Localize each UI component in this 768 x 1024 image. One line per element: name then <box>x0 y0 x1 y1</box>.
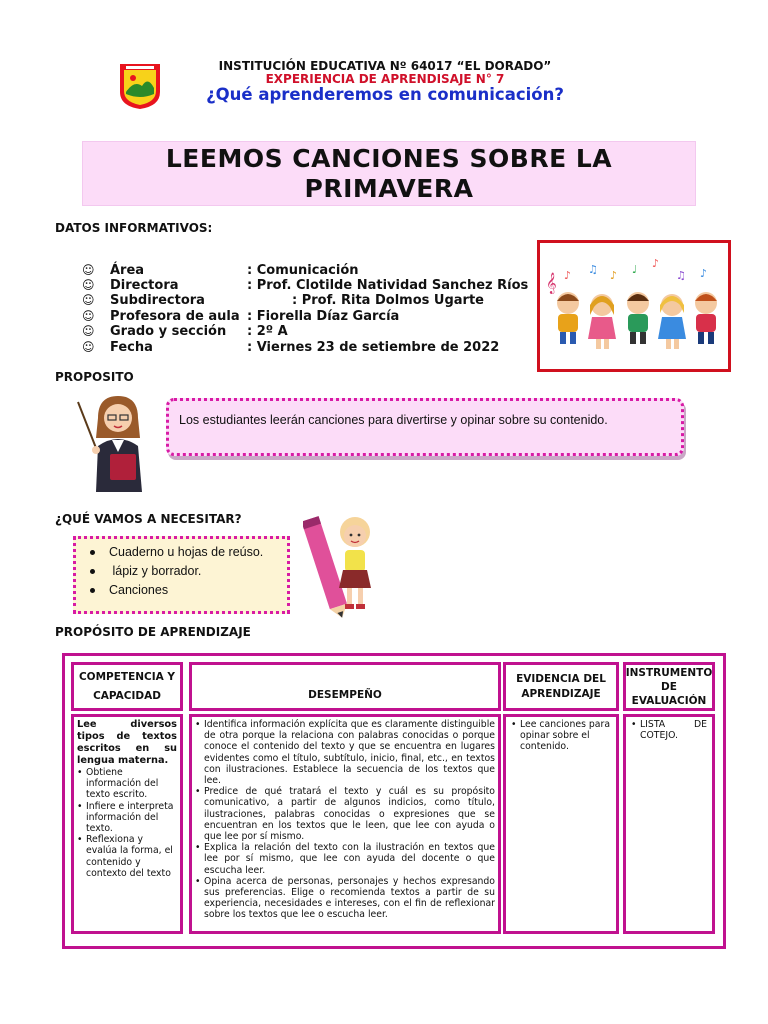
header-label: DESEMPEÑO <box>308 689 382 701</box>
necesitar-heading: ¿QUÉ VAMOS A NECESITAR? <box>55 512 242 526</box>
experience-title: EXPERIENCIA DE APRENDISAJE N° 7 <box>265 72 505 86</box>
aprendizaje-heading: PROPÓSITO DE APRENDIZAJE <box>55 625 251 639</box>
capacidad-item: • Reflexiona y evalúa la forma, el contenido y contexto del texto <box>77 834 177 879</box>
datos-label: Profesora de aula <box>110 309 240 324</box>
girl-with-pencil-illustration <box>303 508 381 618</box>
instrumento-cell <box>623 714 715 934</box>
title-banner <box>82 141 696 206</box>
header-label: EVALUACIÓN <box>631 694 707 707</box>
svg-text:𝄞: 𝄞 <box>546 273 557 294</box>
header-label: CAPACIDAD <box>93 689 161 702</box>
title-line-1: LEEMOS CANCIONES SOBRE LA <box>165 144 613 173</box>
svg-text:♪: ♪ <box>652 257 660 270</box>
list-item <box>90 583 168 597</box>
institution-name: INSTITUCIÓN EDUCATIVA Nº 64017 “EL DORADO” <box>218 59 552 73</box>
header-label: EVIDENCIA DEL <box>516 672 606 685</box>
datos-value: : Prof. Rita Dolmos Ugarte <box>292 293 484 308</box>
datos-label: Fecha <box>110 340 153 355</box>
competencia-title: Lee diversos tipos de textos escritos en su lengua materna. <box>77 719 177 766</box>
header-label: COMPETENCIA Y <box>78 670 176 683</box>
learning-table <box>62 653 726 949</box>
list-item-label: Canciones <box>109 583 169 597</box>
header-label: DE <box>661 680 677 693</box>
desempeno-item: • Opina acerca de personas, personajes y hechos expresando sus preferencias. Elige o recomienda textos a partir de su experiencia, necesidades e intereses, con el fin de reflexionar sobre los textos que lee o escucha leer. <box>195 876 495 921</box>
header-label: INSTRUMENTO <box>625 666 713 679</box>
singing-children-image <box>537 240 731 372</box>
proposito-text: Los estudiantes leerán canciones para divertirse y opinar sobre su contenido. <box>179 413 608 427</box>
svg-text:♪: ♪ <box>700 267 708 280</box>
capacidad-item: • Obtiene información del texto escrito. <box>77 767 177 801</box>
smiley-icon: ☺ <box>82 324 95 338</box>
datos-label: Grado y sección <box>110 324 227 339</box>
datos-heading: DATOS INFORMATIVOS: <box>55 221 213 235</box>
bullet-icon <box>90 588 95 593</box>
subject-question: ¿Qué aprenderemos en comunicación? <box>206 85 564 104</box>
datos-label: Directora <box>110 278 179 293</box>
proposito-heading: PROPOSITO <box>55 370 134 384</box>
header-competencia <box>71 662 183 711</box>
list-item-label: lápiz y borrador. <box>109 564 202 578</box>
header-label: APRENDIZAJE <box>521 687 601 700</box>
title-line-2: PRIMAVERA <box>304 174 474 203</box>
teacher-illustration <box>74 392 158 492</box>
smiley-icon: ☺ <box>82 293 95 307</box>
datos-value: : Fiorella Díaz García <box>247 309 400 324</box>
evidencia-cell <box>503 714 619 934</box>
list-item-label: Cuaderno u hojas de reúso. <box>109 545 264 559</box>
header-instrumento <box>623 662 715 711</box>
instrumento-item: • LISTA DE COTEJO. <box>631 719 707 741</box>
smiley-icon: ☺ <box>82 263 95 277</box>
datos-value: : Comunicación <box>247 263 359 278</box>
bullet-icon <box>90 569 95 574</box>
header-evidencia <box>503 662 619 711</box>
proposito-box <box>166 398 684 456</box>
desempeno-item: • Identifica información explícita que es claramente distinguible de otra porque la relaciona con palabras conocidas o porque conoce el contenido del texto y que se encuentra en lugares evidentes como el título, subtítulo, inicio, final, etc., en textos con ilustraciones. Establece la secuencia de los textos que lee. <box>195 719 495 786</box>
smiley-icon: ☺ <box>82 278 95 292</box>
svg-text:♪: ♪ <box>564 269 572 282</box>
datos-value: : Viernes 23 de setiembre de 2022 <box>247 340 500 355</box>
header-desempeno <box>189 662 501 711</box>
desempeno-cell <box>189 714 501 934</box>
materials-list <box>73 536 290 614</box>
capacidad-item: • Infiere e interpreta información del texto. <box>77 801 177 835</box>
datos-value: : 2º A <box>247 324 288 339</box>
datos-value: : Prof. Clotilde Natividad Sanchez Ríos <box>247 278 529 293</box>
datos-label: Área <box>110 263 145 278</box>
svg-text:♪: ♪ <box>610 269 618 282</box>
datos-label: Subdirectora <box>110 293 205 308</box>
svg-text:♫: ♫ <box>676 269 686 282</box>
desempeno-item: • Predice de qué tratará el texto y cuál es su propósito comunicativo, a partir de algunos indicios, como título, ilustraciones, palabras conocidas o expresiones que se encuentran en los textos que le leen, que lee con ayuda o que lee por sí mismo. <box>195 786 495 842</box>
smiley-icon: ☺ <box>82 309 95 323</box>
list-item <box>90 564 201 578</box>
list-item <box>90 545 263 559</box>
desempeno-item: • Explica la relación del texto con la ilustración en textos que lee por sí mismo, que lee con ayuda del docente o que escucha leer. <box>195 842 495 876</box>
svg-text:♫: ♫ <box>588 263 598 276</box>
competencia-cell <box>71 714 183 934</box>
svg-text:♩: ♩ <box>632 263 638 276</box>
evidencia-item: • Lee canciones para opinar sobre el contenido. <box>511 719 611 753</box>
bullet-icon <box>90 550 95 555</box>
smiley-icon: ☺ <box>82 340 95 354</box>
